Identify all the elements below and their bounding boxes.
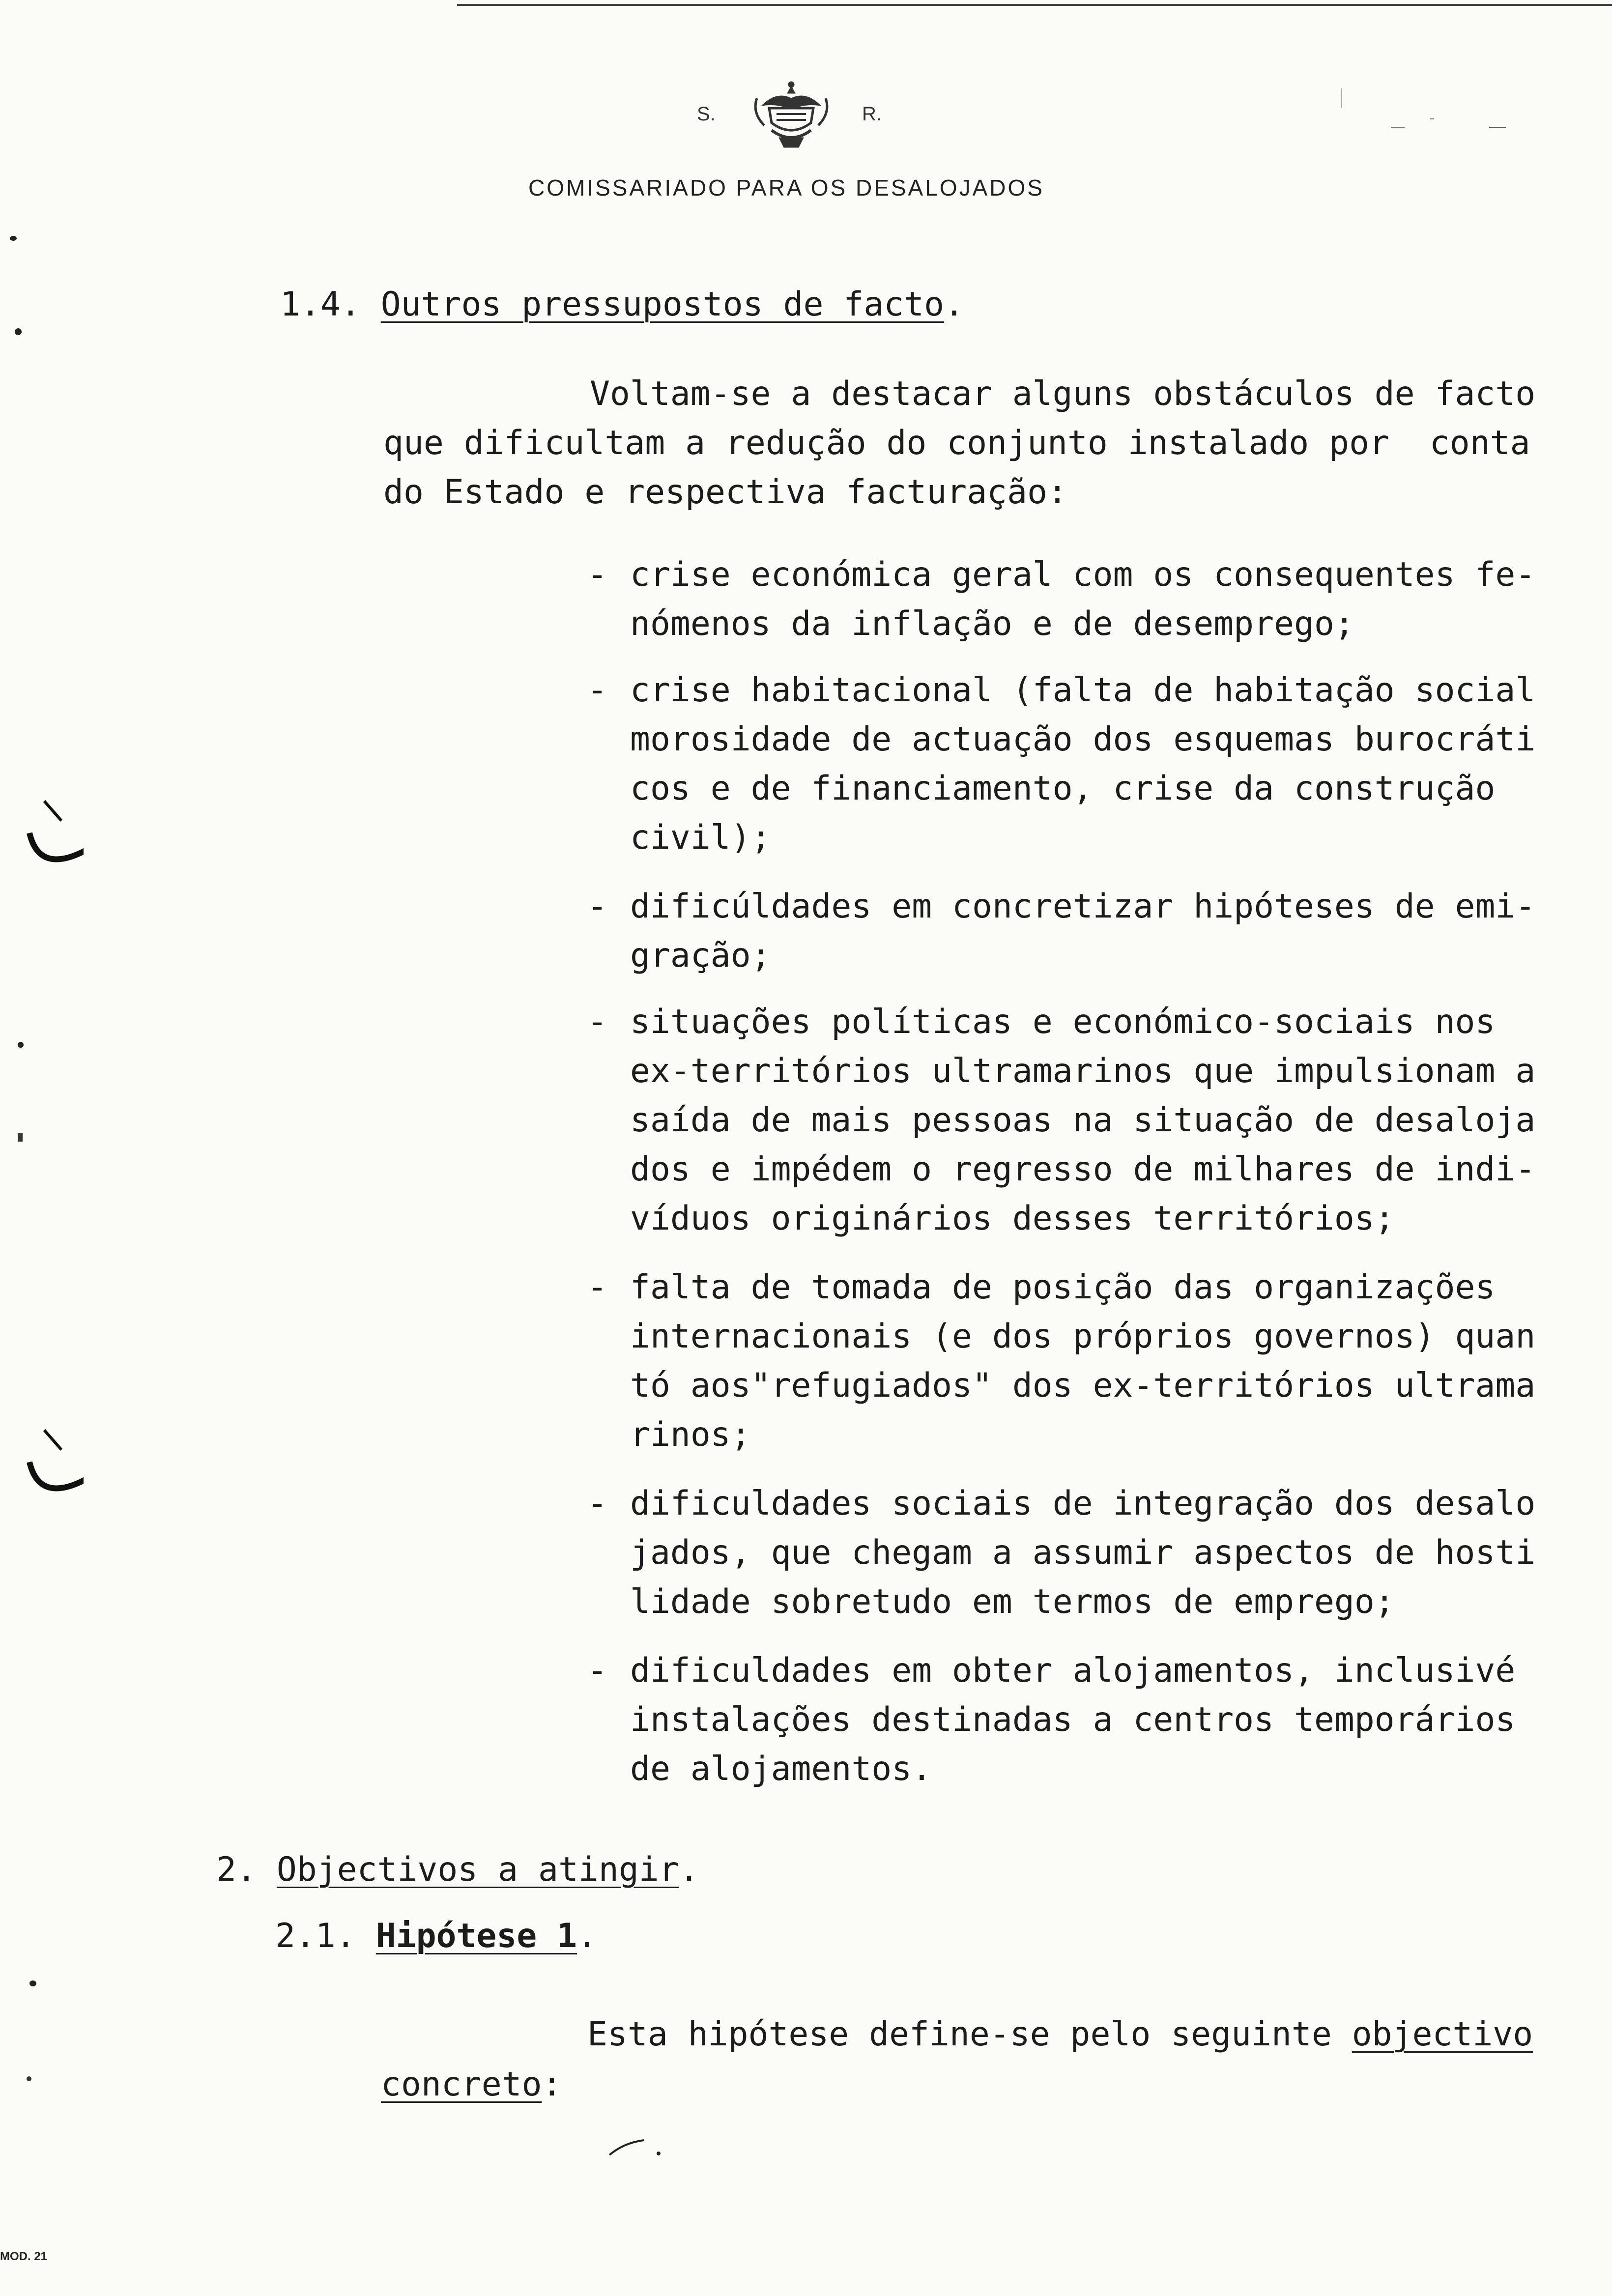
margin-dot (18, 1133, 23, 1142)
subsection-title-period: . (577, 1917, 598, 1955)
list-item-line: lidade sobretudo em termos de emprego; (630, 1582, 1395, 1621)
form-code: MOD. 21 (0, 2250, 48, 2263)
margin-dot (29, 1980, 36, 1986)
subsection-number: 2.1. (275, 1917, 356, 1955)
list-item-line: tó aos"refugiados" dos ex-territórios ultrama (630, 1366, 1536, 1405)
objective-line (587, 2010, 1533, 2059)
list-item-line: civil); (630, 818, 771, 857)
punch-hole-mark-icon (15, 1425, 84, 1509)
list-item-line: jados, que chegam a assumir aspectos de hosti (630, 1533, 1536, 1572)
list-item-line: crise habitacional (falta de habitação social (630, 671, 1536, 710)
concreto-underlined: concreto (381, 2065, 542, 2104)
list-item-line: dificúldades em concretizar hipóteses de emi- (630, 887, 1536, 926)
list-item-line: gração; (630, 936, 771, 975)
faint-mark (1391, 127, 1405, 128)
objective-underlined: objectivo (1352, 2015, 1533, 2054)
section-title: Outros pressupostos de facto (380, 285, 945, 324)
margin-dot (18, 1042, 24, 1048)
list-item-line: saída de mais pessoas na situação de desaloja (630, 1101, 1536, 1140)
organization-name: COMISSARIADO PARA OS DESALOJADOS (528, 175, 1044, 201)
intro-line: do Estado e respectiva facturação: (383, 473, 1067, 512)
letterhead (0, 74, 1612, 221)
continuation-mark-icon (604, 2133, 663, 2162)
list-item-line: de alojamentos. (630, 1750, 932, 1788)
faint-mark (1341, 88, 1342, 108)
list-item-line: ex-territórios ultramarinos que impulsionam a (630, 1052, 1536, 1091)
list-item-line: dos e impédem o regresso de milhares de indi- (630, 1150, 1536, 1189)
objective-line (381, 2060, 562, 2109)
margin-dot (10, 236, 17, 241)
section-number: 2. (216, 1850, 257, 1889)
list-bullet: - (587, 671, 607, 710)
top-border-line (457, 4, 1612, 6)
list-item-line: rinos; (630, 1415, 751, 1454)
list-item-line: víduos originários desses territórios; (630, 1199, 1395, 1238)
list-bullet: - (587, 1003, 607, 1041)
margin-dot (15, 328, 22, 335)
subsection-2-1-heading (275, 1912, 597, 1961)
section-1-4-heading (280, 280, 964, 329)
section-title: Objectivos a atingir (276, 1850, 679, 1889)
subsection-title: Hipótese 1 (375, 1917, 577, 1955)
letterhead-left-letter: S. (697, 103, 716, 125)
list-item-line: instalações destinadas a centros temporários (630, 1700, 1516, 1739)
faint-mark (1430, 118, 1434, 119)
section-title-period: . (944, 285, 964, 324)
list-item-line: dificuldades sociais de integração dos desalo (630, 1484, 1536, 1523)
list-item-line: nómenos da inflação e de desemprego; (630, 604, 1354, 643)
list-item-line: falta de tomada de posição das organizações (630, 1268, 1496, 1307)
margin-dot (27, 2076, 31, 2081)
section-title-period: . (679, 1850, 699, 1889)
section-2-heading (216, 1845, 699, 1894)
list-item-line: situações políticas e económico-sociais nos (630, 1003, 1496, 1041)
intro-line: que dificultam a redução do conjunto instalado por conta (383, 424, 1530, 462)
letterhead-right-letter: R. (862, 103, 882, 125)
faint-mark (1489, 127, 1506, 128)
list-item-line: crise económica geral com os consequentes fe- (630, 555, 1536, 594)
objective-line-prefix: Esta hipótese define-se pelo seguinte (587, 2015, 1352, 2054)
coat-of-arms-icon (742, 79, 840, 152)
section-number: 1.4. (280, 285, 361, 324)
list-bullet: - (587, 1268, 607, 1307)
list-bullet: - (587, 1651, 607, 1690)
list-item-line: morosidade de actuação dos esquemas burocráti (630, 720, 1536, 759)
punch-hole-mark-icon (15, 796, 84, 880)
list-item-line: internacionais (e dos próprios governos) quan (630, 1317, 1536, 1356)
intro-line: Voltam-se a destacar alguns obstáculos de facto (590, 374, 1536, 413)
list-item-line: dificuldades em obter alojamentos, inclusivé (630, 1651, 1516, 1690)
list-bullet: - (587, 555, 607, 594)
list-item-line: cos e de financiamento, crise da construção (630, 769, 1496, 808)
objective-line-colon: : (542, 2065, 562, 2104)
list-bullet: - (587, 887, 607, 926)
list-bullet: - (587, 1484, 607, 1523)
